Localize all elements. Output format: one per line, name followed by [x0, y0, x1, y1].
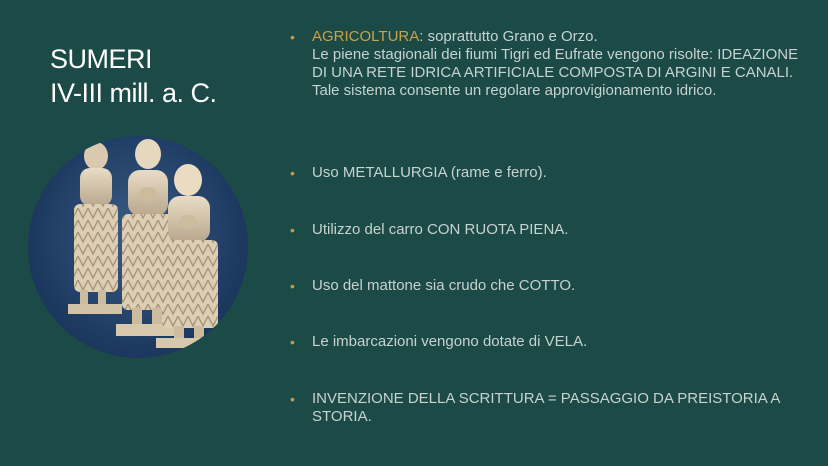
slide-title — [50, 42, 217, 110]
bullet-marker: • — [290, 391, 295, 407]
bullet-text: Uso METALLURGIA (rame e ferro). — [312, 164, 547, 181]
bullet-marker: • — [290, 278, 295, 294]
bullet-text: Le imbarcazioni vengono dotate di VELA. — [312, 333, 588, 350]
bullet-text: Uso del mattone sia crudo che COTTO. — [312, 277, 576, 294]
statues-illustration — [28, 136, 248, 358]
bullet-accent-text: AGRICOLTURA — [312, 28, 420, 45]
title-line-2: IV-III mill. a. C. — [50, 78, 217, 108]
title-line-1: SUMERI — [50, 44, 153, 74]
bullet-marker: • — [290, 165, 295, 181]
bullet-marker: • — [290, 334, 295, 350]
bullet-text: Utilizzo del carro CON RUOTA PIENA. — [312, 221, 569, 238]
bullet-text: INVENZIONE DELLA SCRITTURA = PASSAGGIO DA PREISTORIA A STORIA. — [312, 390, 780, 425]
statue-left — [68, 142, 122, 314]
bullet-extra-text: Le piene stagionali dei fiumi Tigri ed Eufrate vengono risolte: IDEAZIONE DI UNA RETE IDRICA ARTIFICIALE COMPOSTA DI ARGINI E CANALI. Tale sistema consente un regolare approvigionamento idrico. — [312, 46, 799, 99]
bullet-main-text: : soprattutto Grano e Orzo. — [419, 28, 598, 45]
bullet-marker: • — [290, 222, 295, 238]
sumerian-statues-photo — [28, 136, 248, 358]
bullet-text — [312, 28, 802, 100]
bullet-marker: • — [290, 29, 295, 45]
